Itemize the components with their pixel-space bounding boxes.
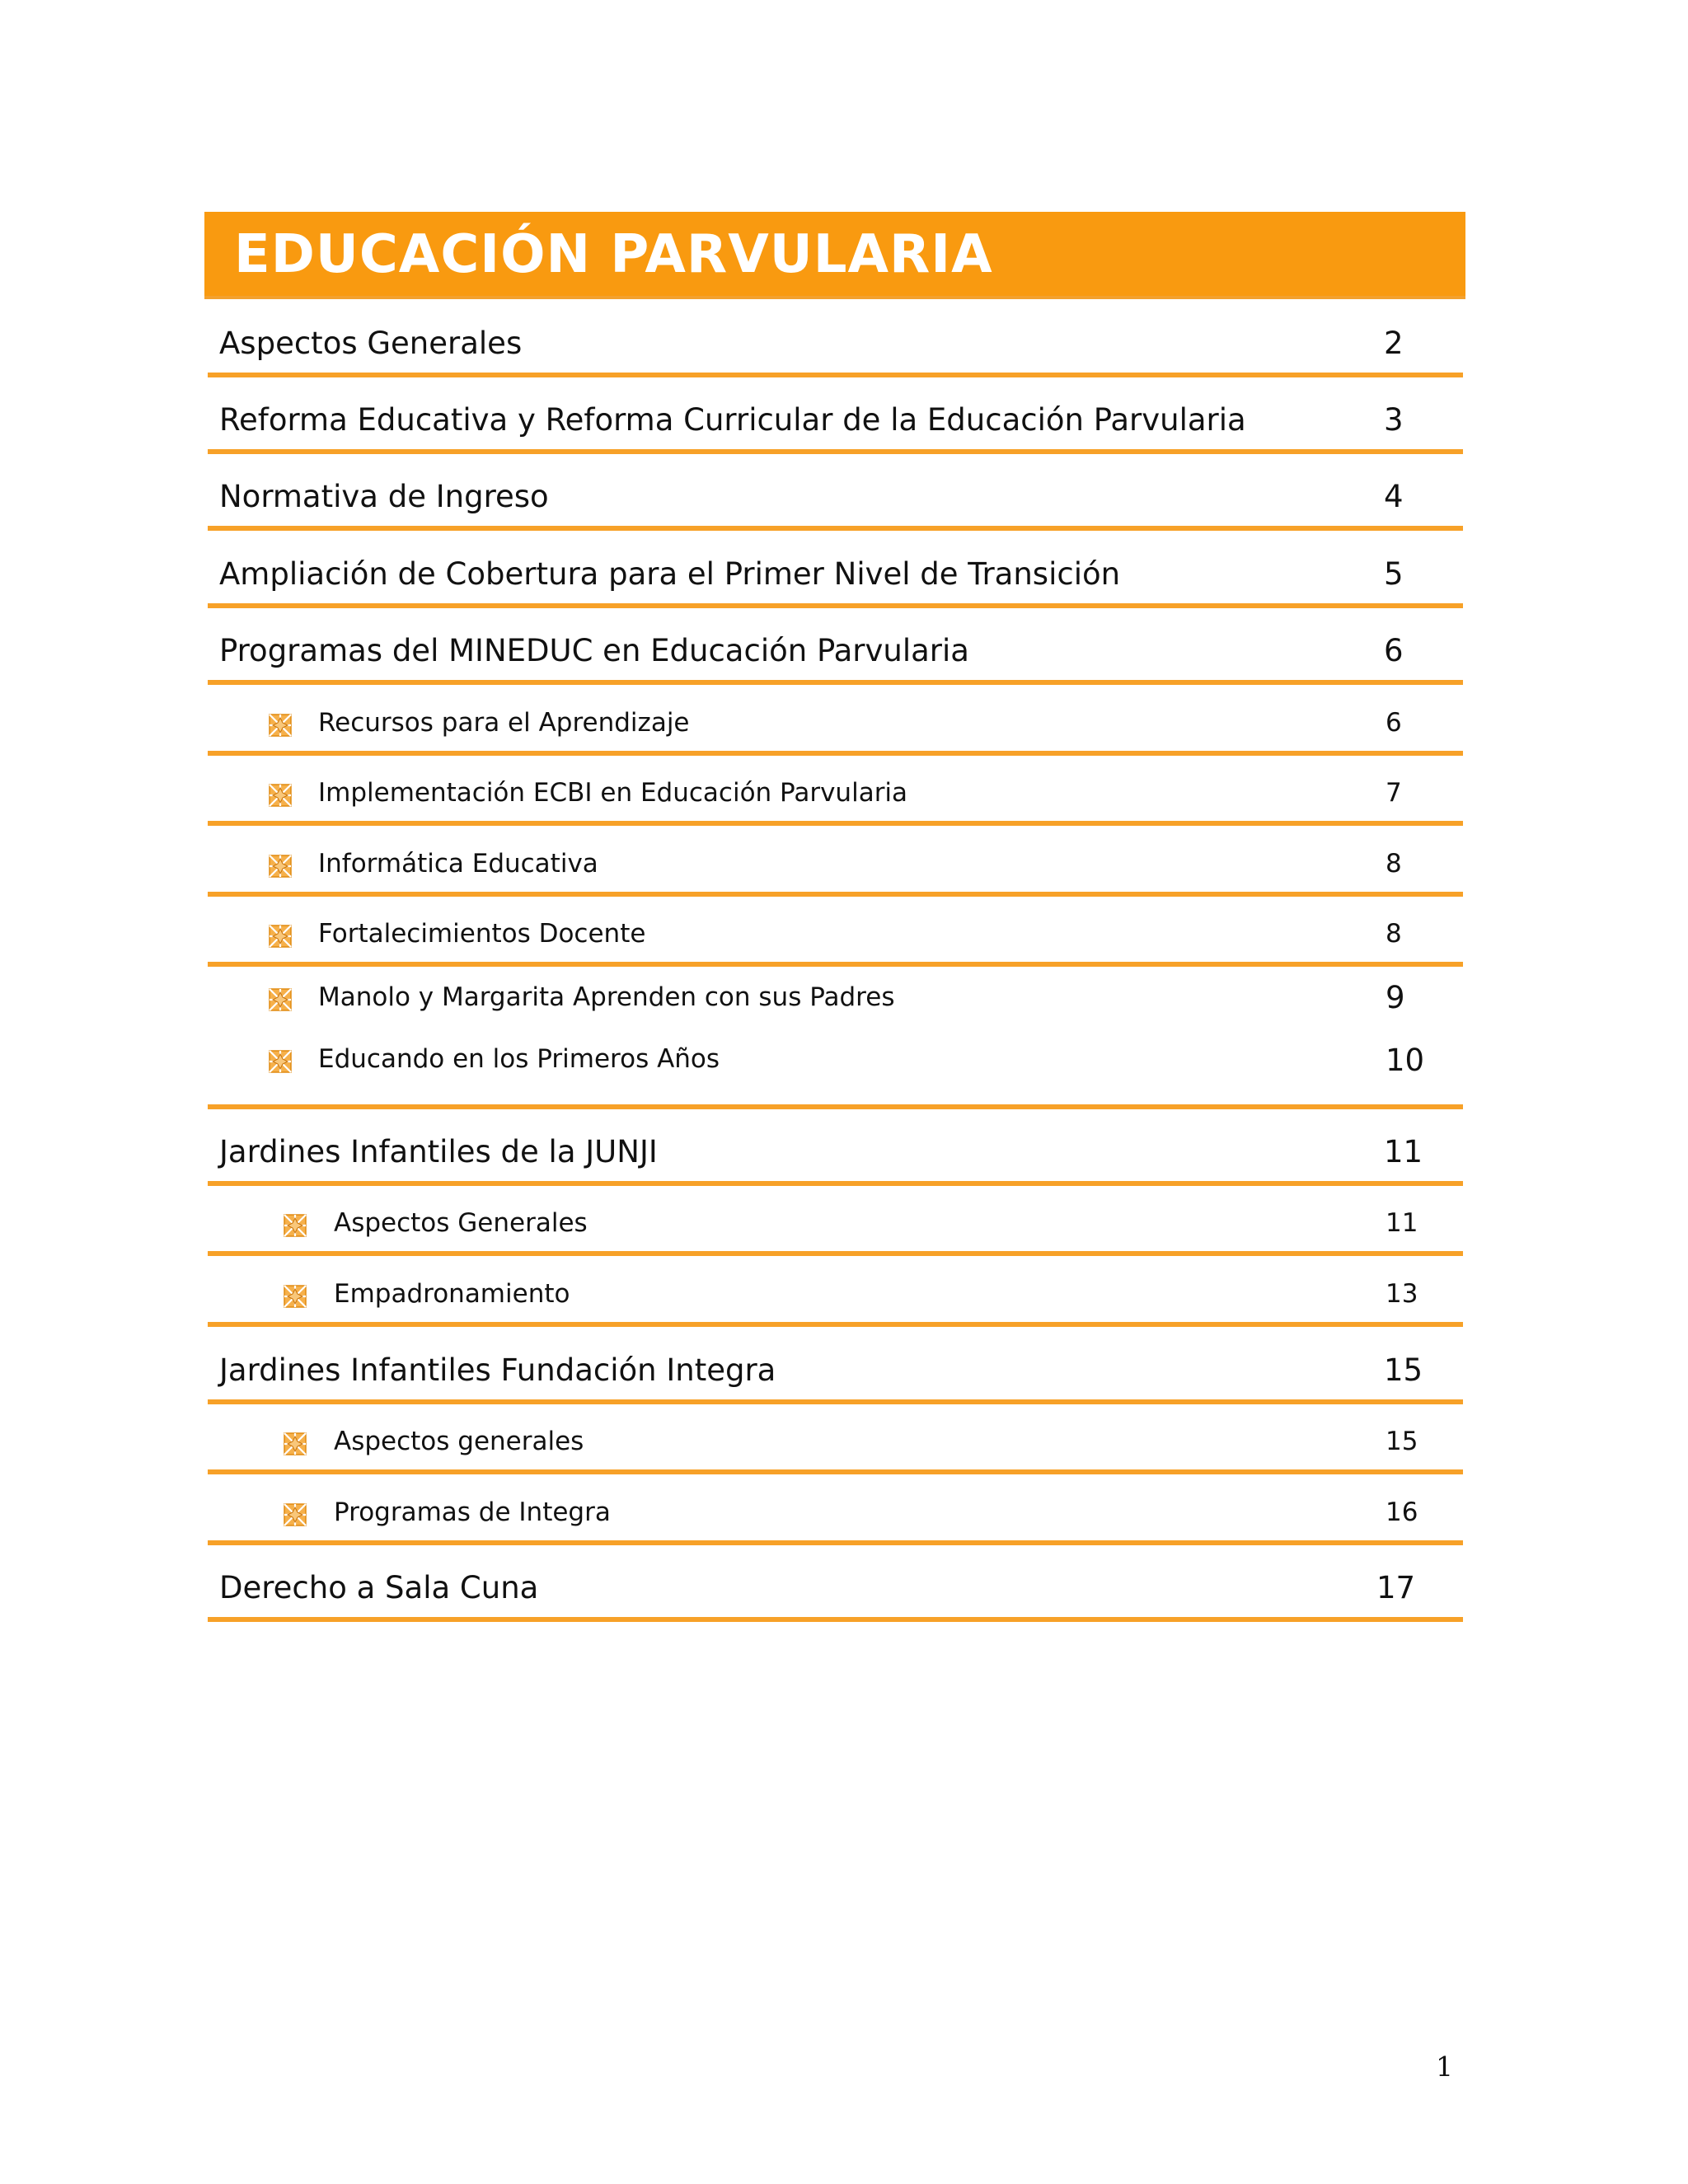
toc-entry[interactable] — [208, 531, 1463, 608]
toc-subentry-label: Empadronamiento — [334, 1279, 570, 1309]
star-cross-icon — [269, 1050, 292, 1073]
toc-subentry-page: 8 — [1386, 849, 1402, 879]
toc-subentry[interactable] — [208, 1256, 1463, 1327]
toc-entry-label: Aspectos Generales — [219, 326, 523, 361]
toc-entry-page: 5 — [1384, 556, 1404, 592]
toc-subentry-label: Aspectos Generales — [334, 1208, 588, 1238]
toc-entry[interactable] — [208, 608, 1463, 685]
toc-subentry-label: Manolo y Margarita Aprenden con sus Padres — [318, 982, 895, 1012]
toc-subentry-page: 16 — [1386, 1497, 1418, 1527]
toc-subentry[interactable] — [208, 1186, 1463, 1256]
toc-subentry-page: 15 — [1386, 1427, 1418, 1456]
toc-entry[interactable] — [208, 1109, 1463, 1186]
toc-subentry-page: 10 — [1386, 1043, 1425, 1078]
toc-entry-page: 2 — [1384, 326, 1404, 361]
star-cross-icon — [269, 988, 292, 1011]
star-cross-icon — [269, 714, 292, 737]
toc-entry-page: 6 — [1384, 633, 1404, 668]
toc-entry-label: Ampliación de Cobertura para el Primer Nivel de Transición — [219, 556, 1121, 592]
toc-entry[interactable] — [208, 377, 1463, 454]
toc-subentry[interactable] — [208, 756, 1463, 826]
toc-subentry-label: Implementación ECBI en Educación Parvularia — [318, 778, 908, 808]
toc-subentry-label: Recursos para el Aprendizaje — [318, 708, 690, 738]
star-cross-icon — [284, 1214, 307, 1237]
toc-entry-label: Jardines Infantiles de la JUNJI — [219, 1134, 658, 1169]
toc-subentry[interactable] — [208, 897, 1463, 967]
toc-entry-page: 17 — [1376, 1570, 1416, 1605]
toc-entry-label: Jardines Infantiles Fundación Integra — [219, 1352, 776, 1388]
star-cross-icon — [269, 925, 292, 948]
toc-subentry[interactable] — [208, 1474, 1463, 1545]
toc-entry-page: 15 — [1384, 1352, 1423, 1388]
toc-entry[interactable] — [208, 454, 1463, 531]
toc-subentry-label: Educando en los Primeros Años — [318, 1044, 720, 1074]
toc-subentry-page: 8 — [1386, 919, 1402, 949]
toc-entry-label: Programas del MINEDUC en Educación Parvularia — [219, 633, 969, 668]
toc-subentry[interactable] — [208, 967, 1463, 1025]
toc-subentry-page: 6 — [1386, 708, 1402, 738]
section-title: EDUCACIÓN PARVULARIA — [234, 224, 993, 285]
star-cross-icon — [284, 1503, 307, 1526]
toc-subentry-label: Fortalecimientos Docente — [318, 919, 646, 949]
toc-subentry-label: Programas de Integra — [334, 1497, 611, 1527]
toc-subentry-page: 9 — [1386, 980, 1405, 1015]
toc-entry-label: Reforma Educativa y Reforma Curricular de la Educación Parvularia — [219, 402, 1246, 438]
star-cross-icon — [284, 1432, 307, 1455]
toc-subentry-page: 13 — [1386, 1279, 1418, 1309]
toc-entry-label: Normativa de Ingreso — [219, 479, 549, 514]
toc-subentry[interactable] — [208, 685, 1463, 756]
section-title-banner — [204, 212, 1465, 299]
toc-entry-page: 3 — [1384, 402, 1404, 438]
toc-entry-page: 4 — [1384, 479, 1404, 514]
toc-entry[interactable] — [208, 300, 1463, 377]
toc-subentry[interactable] — [208, 1025, 1463, 1109]
toc-entry-page: 11 — [1384, 1134, 1423, 1169]
star-cross-icon — [269, 784, 292, 807]
toc-subentry-page: 7 — [1386, 778, 1402, 808]
toc-subentry-page: 11 — [1386, 1208, 1418, 1238]
toc-subentry-label: Aspectos generales — [334, 1427, 584, 1456]
toc-subentry[interactable] — [208, 1404, 1463, 1474]
toc-subentry[interactable] — [208, 826, 1463, 897]
toc-entry[interactable] — [208, 1327, 1463, 1404]
star-cross-icon — [284, 1285, 307, 1308]
star-cross-icon — [269, 855, 292, 878]
toc-subentry-label: Informática Educativa — [318, 849, 598, 879]
toc-entry-label: Derecho a Sala Cuna — [219, 1570, 539, 1605]
toc-entry[interactable] — [208, 1545, 1463, 1622]
page-number: 1 — [1436, 2050, 1453, 2083]
